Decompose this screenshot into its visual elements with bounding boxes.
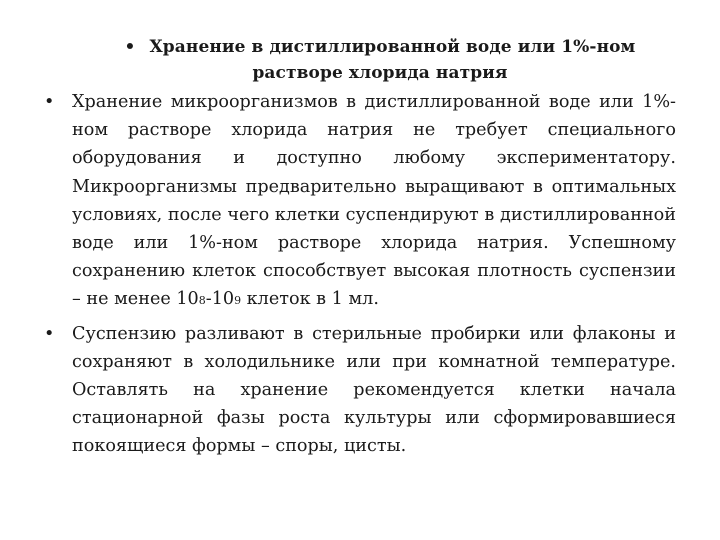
list-item: [44, 320, 676, 461]
slide-heading: [90, 34, 670, 86]
range-separator: -10: [205, 289, 235, 310]
paragraph-text-start: Хранение микроорганизмов в дистиллированной воде или 1%-ном растворе хлорида натрия не требует специального оборудования и доступно любому экспериментатору. Микроорганизмы предварительно выращивают в оптимальных условиях, после чего клетки суспендируют в дистиллированной воде или 1%-ном растворе хлорида натрия. Успешному сохранению клеток способствует высокая плотность суспензии – не менее 10: [72, 92, 676, 310]
heading-line-1: Хранение в дистиллированной воде или 1%-ном: [149, 37, 636, 57]
paragraph-text-end: клеток в 1 мл.: [241, 289, 379, 310]
item-bullet: •: [44, 92, 55, 112]
exponent-max: 9: [234, 294, 242, 308]
bullet-list: [44, 88, 676, 467]
exponent-min: 8: [198, 294, 206, 308]
heading-bullet: •: [124, 37, 136, 57]
paragraph-text: [72, 92, 676, 309]
list-item: [44, 88, 676, 314]
heading-line-2: растворе хлорида натрия: [252, 63, 508, 83]
item-bullet: •: [44, 323, 55, 344]
paragraph-text: Суспензию разливают в стерильные пробирки или флаконы и сохраняют в холодильнике или при комнатной температуре. Оставлять на хранение рекомендуется клетки начала стационарной фазы роста культуры или сформировавшиеся покоящиеся формы – споры, цисты.: [72, 323, 676, 457]
